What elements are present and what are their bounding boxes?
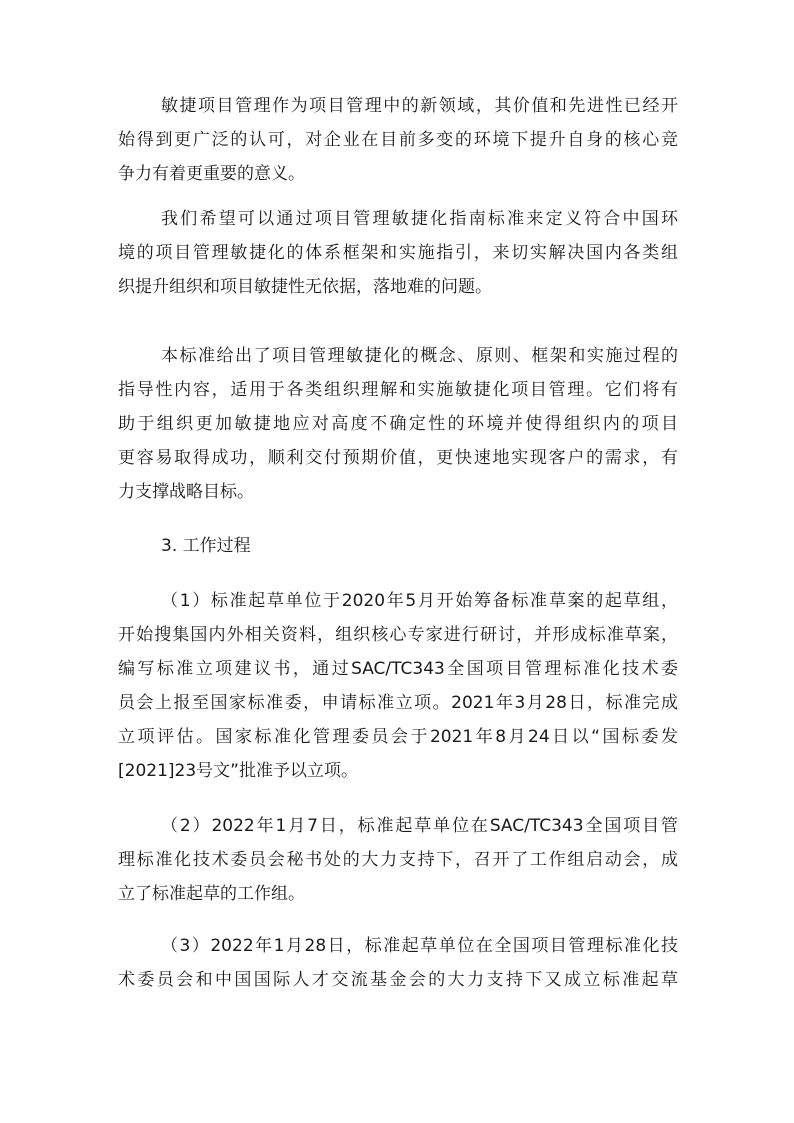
paragraph-standard-purpose (118, 202, 678, 304)
text-line: 更容易取得成功，顺利交付预期价值，更快速地实现客户的需求，有 (118, 448, 678, 468)
text-line: （1）标准起草单位于2020年5月开始筹备标准草案的起草组， (161, 591, 678, 611)
text-line: 开始搜集国内外相关资料，组织核心专家进行研讨，并形成标准草案， (118, 625, 678, 645)
text-line: （2）2022年1月7日，标准起草单位在SAC/TC343全国项目管 (161, 816, 678, 836)
paragraph-agile-intro (118, 89, 678, 191)
paragraph-step-3 (118, 929, 678, 997)
text-line: 力支撑战略目标。 (118, 482, 254, 502)
text-line: 始得到更广泛的认可，对企业在目前多变的环境下提升自身的核心竞 (118, 130, 678, 150)
text-line: 本标准给出了项目管理敏捷化的概念、原则、框架和实施过程的 (161, 346, 678, 366)
text-line: 员会上报至国家标准委，申请标准立项。2021年3月28日，标准完成 (118, 693, 678, 713)
text-line: 敏捷项目管理作为项目管理中的新领域，其价值和先进性已经开 (161, 96, 678, 116)
paragraph-step-2 (118, 809, 678, 911)
text-line: 编写标准立项建议书，通过SAC/TC343全国项目管理标准化技术委 (118, 659, 678, 679)
text-line: 织提升组织和项目敏捷性无依据，落地难的问题。 (118, 277, 492, 297)
text-line: 争力有着更重要的意义。 (118, 164, 305, 184)
text-line: 立项评估。国家标准化管理委员会于2021年8月24日以“国标委发 (118, 727, 678, 747)
text-line: 立了标准起草的工作组。 (118, 884, 305, 904)
text-line: 指导性内容，适用于各类组织理解和实施敏捷化项目管理。它们将有 (118, 380, 678, 400)
text-line: 我们希望可以通过项目管理敏捷化指南标准来定义符合中国环 (161, 209, 678, 229)
text-line: 助于组织更加敏捷地应对高度不确定性的环境并使得组织内的项目 (118, 414, 678, 434)
text-line: （3）2022年1月28日，标准起草单位在全国项目管理标准化技 (161, 936, 678, 956)
section-heading-work-process: 3. 工作过程 (161, 536, 251, 556)
text-line: 术委员会和中国国际人才交流基金会的大力支持下又成立标准起草 (118, 970, 678, 990)
text-line: [2021]23号文”批准予以立项。 (118, 761, 358, 781)
text-line: 理标准化技术委员会秘书处的大力支持下，召开了工作组启动会，成 (118, 850, 678, 870)
paragraph-step-1 (118, 584, 678, 788)
text-line: 境的项目管理敏捷化的体系框架和实施指引，来切实解决国内各类组 (118, 243, 678, 263)
paragraph-standard-scope (118, 339, 678, 509)
